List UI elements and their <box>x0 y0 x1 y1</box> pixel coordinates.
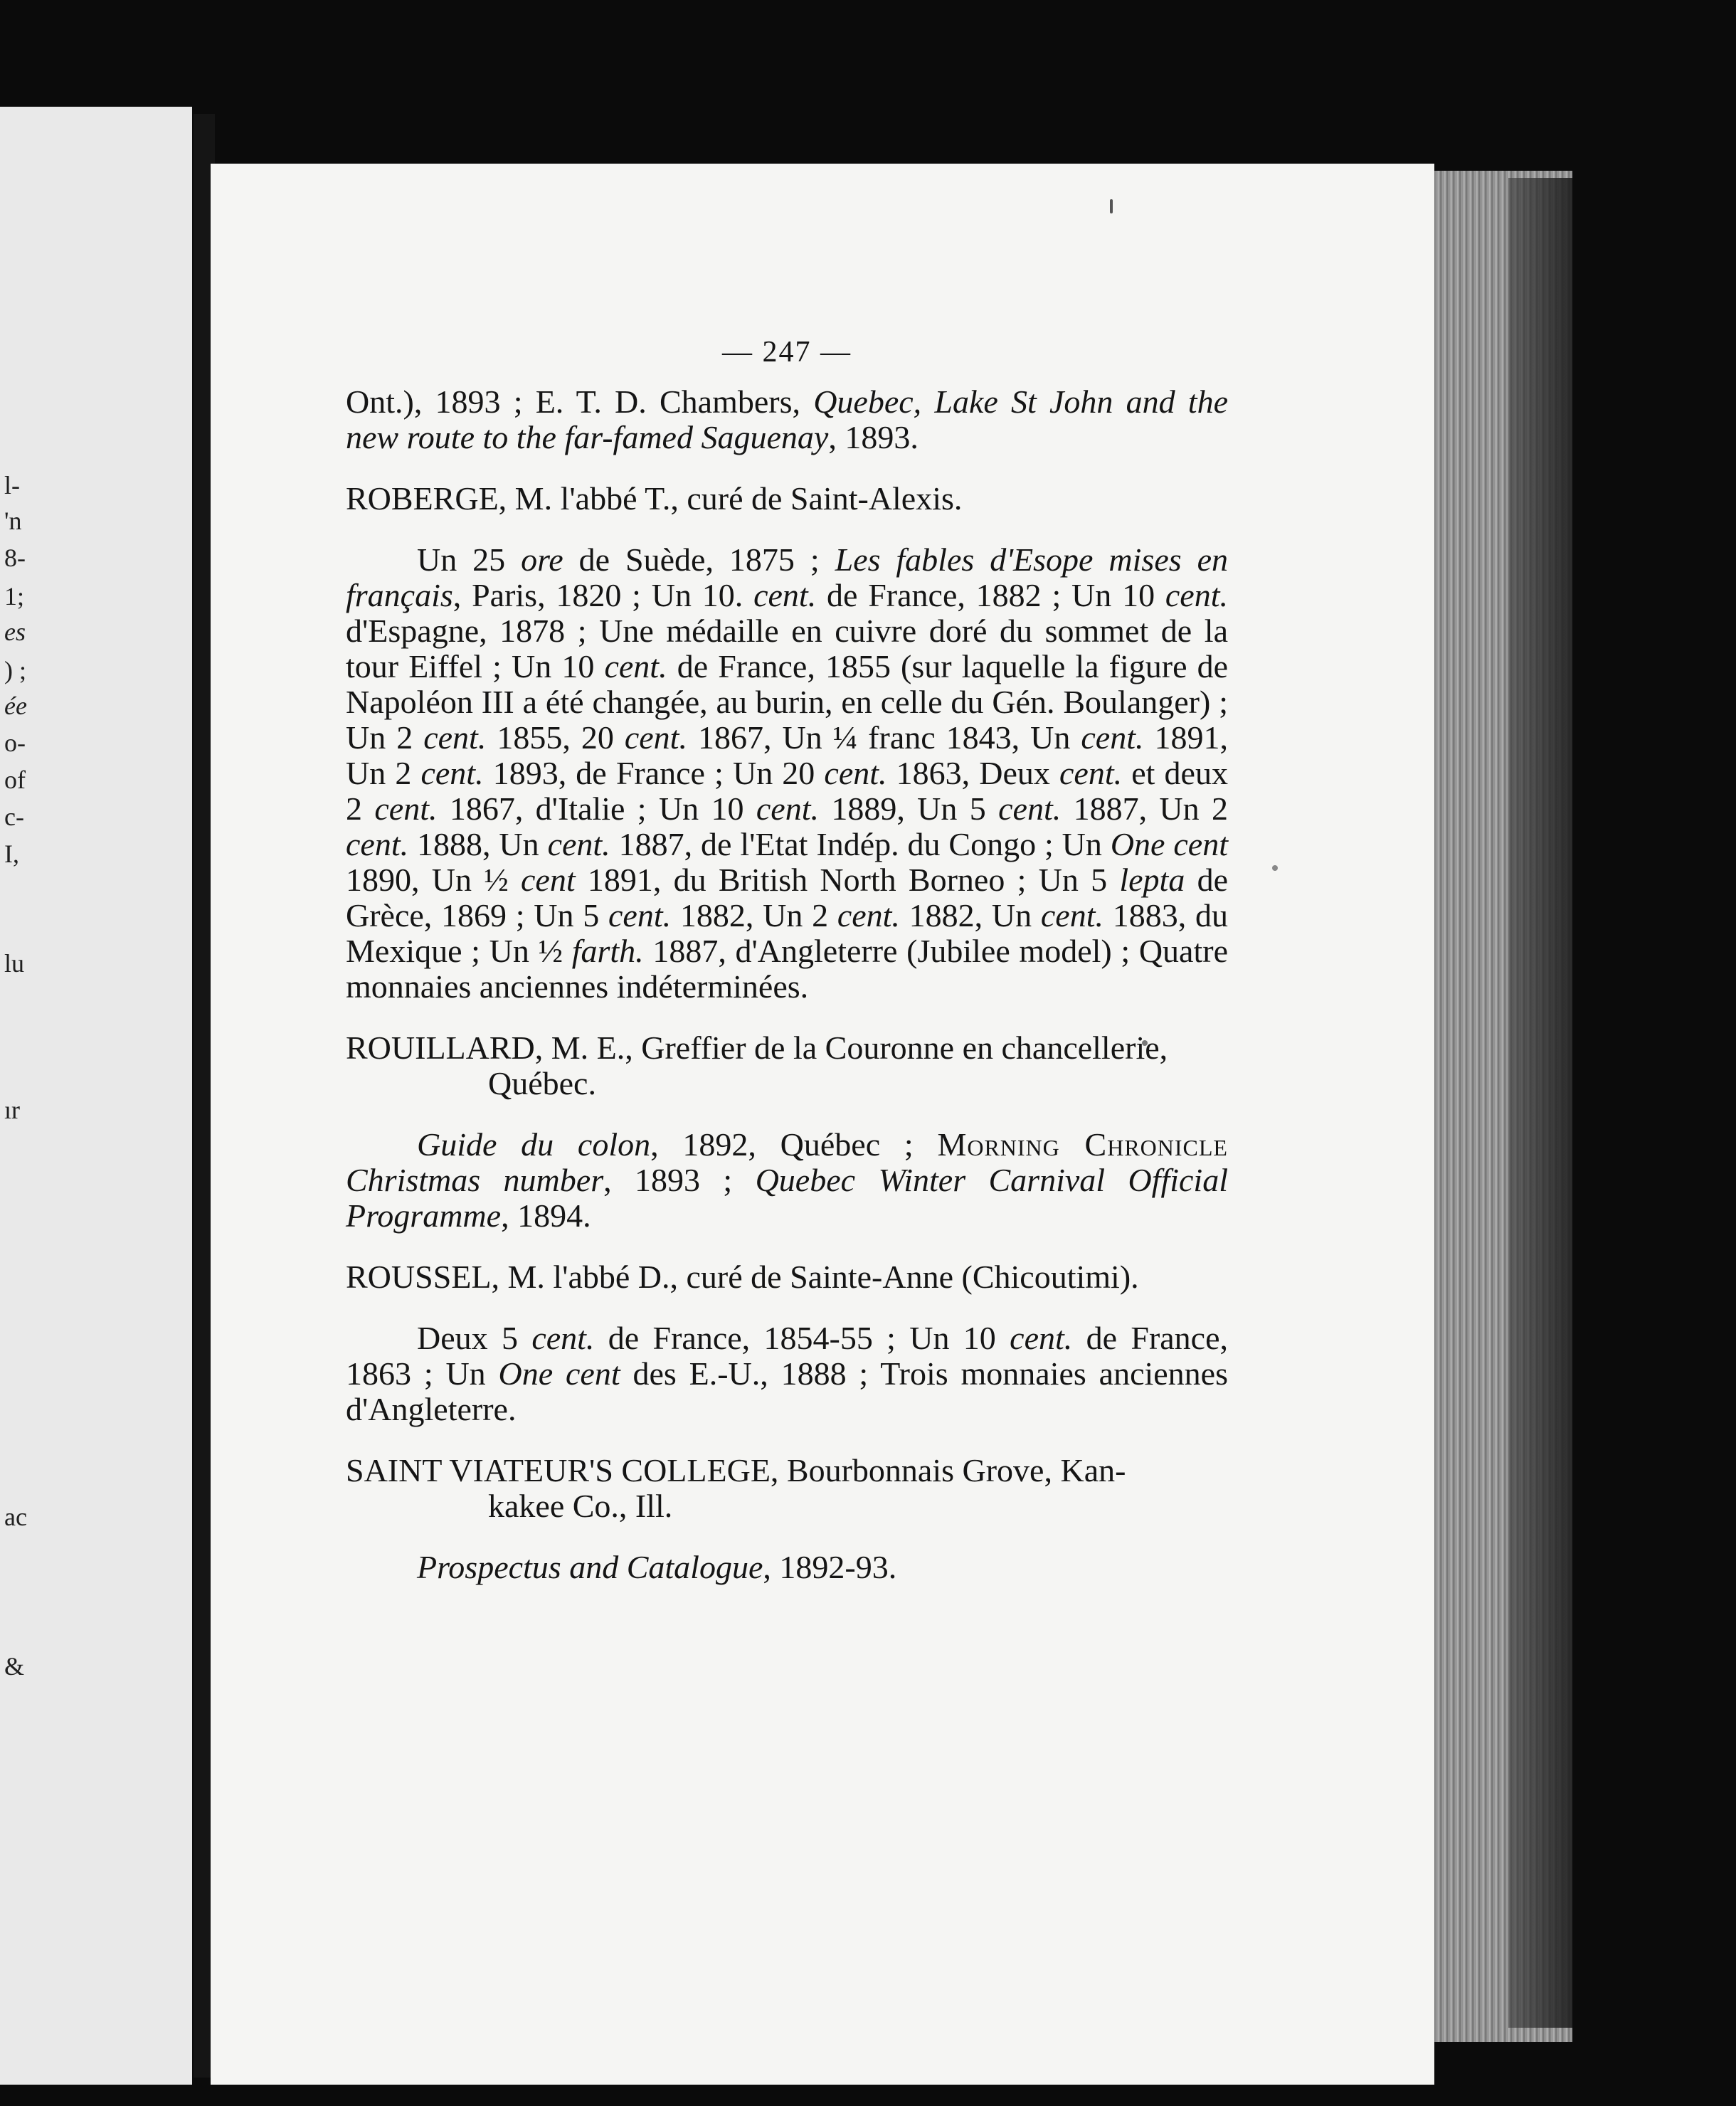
text-run: cent. <box>753 577 817 613</box>
left-page-text: 'n <box>4 507 22 535</box>
page-text-block <box>346 334 1228 1611</box>
entry-heading-rouillard <box>346 1030 1228 1101</box>
text-run: cent. <box>423 719 487 756</box>
left-page-text: ac <box>4 1503 27 1531</box>
text-run: Ont.), 1893 ; E. T. D. Chambers, <box>346 383 814 420</box>
text-run: cent. <box>1010 1320 1073 1356</box>
text-run: 1867, Un <box>687 719 833 756</box>
text-run: lepta <box>1119 862 1185 898</box>
text-run: One cent <box>498 1355 620 1392</box>
text-run: ore <box>521 541 563 578</box>
text-run: 1888, Un <box>408 826 548 862</box>
left-page-text: ır <box>4 1096 20 1124</box>
text-run: 1867, d'Italie ; Un 10 <box>437 790 756 827</box>
text-run: de France, 1855 (sur laquelle la figure de Napoléon III a été changée, au burin, en celle du Gén. Boulanger) ; Un 2 <box>346 648 1229 756</box>
text-run <box>563 933 572 969</box>
page-edges-shadow <box>1508 178 1572 2028</box>
entry-body-roberge <box>346 542 1228 1005</box>
left-page-text: es <box>4 618 26 646</box>
page-number: — 247 — <box>722 336 852 369</box>
dust-speck <box>1272 865 1278 871</box>
text-run: Christmas number <box>346 1162 604 1198</box>
left-page-text: c- <box>4 803 24 831</box>
newspaper-title: Morning Chronicle <box>937 1126 1228 1163</box>
text-run: 1887, de l'Etat Indép. du Congo ; Un <box>610 826 1111 862</box>
text-run: de France, 1863 ; Un <box>346 1320 1229 1392</box>
text-run: cent. <box>531 1320 595 1356</box>
text-run: de Suède, 1875 ; <box>563 541 835 578</box>
entry-heading-roberge: ROBERGE, M. l'abbé T., curé de Saint-Alexis. <box>346 480 963 517</box>
text-run: cent. <box>824 755 887 791</box>
text-run: cent. <box>547 826 610 862</box>
text-run: cent. <box>1040 897 1104 933</box>
text-run: cent. <box>604 648 667 684</box>
entry-heading-roussel: ROUSSEL, M. l'abbé D., curé de Sainte-Anne (Chicoutimi). <box>346 1259 1139 1295</box>
text-run: d'Espagne, 1878 ; Une médaille en cuivre doré du sommet de la tour Eiffel ; Un 10 <box>346 613 1228 684</box>
text-run: cent. <box>998 790 1062 827</box>
text-run: franc 1843, Un <box>857 719 1081 756</box>
text-run: cent. <box>608 897 672 933</box>
text-run: cent. <box>346 826 409 862</box>
text-run: , 1892, Québec ; <box>650 1126 938 1163</box>
entry-body-roussel <box>346 1321 1228 1427</box>
continuation-paragraph <box>346 384 1228 455</box>
text-run: 1883, du Mexique ; Un <box>346 897 1228 969</box>
left-page-text: of <box>4 766 26 794</box>
text-run: One cent <box>1110 826 1228 862</box>
text-run: 1863, Deux <box>886 755 1060 791</box>
text-run: 1887, Un 2 <box>1061 790 1228 827</box>
text-run: cent. <box>1081 719 1144 756</box>
text-run: , 1893 ; <box>603 1162 756 1198</box>
text-run: kakee Co., Ill. <box>488 1488 673 1524</box>
text-run: de France, 1854-55 ; Un 10 <box>594 1320 1010 1356</box>
text-run: 1891, du British North Borneo ; Un 5 <box>575 862 1120 898</box>
text-run: cent. <box>756 790 819 827</box>
left-page-text: & <box>4 1652 25 1681</box>
text-run: 1891, Un 2 <box>346 719 1228 791</box>
left-page-text: 8- <box>4 544 26 572</box>
text-run: et deux 2 <box>346 755 1228 827</box>
text-run: 1882, Un 2 <box>671 897 837 933</box>
entry-body-saint-viateur <box>346 1550 1228 1585</box>
text-run: cent. <box>1165 577 1228 613</box>
left-page-text: I, <box>4 840 19 868</box>
entry-body-rouillard <box>346 1127 1228 1234</box>
book-title: Les fables d'Esope mises en français <box>346 541 1228 613</box>
text-run: farth. <box>571 933 644 969</box>
text-run: Un 25 <box>417 541 522 578</box>
text-run: 1887, d'Angleterre (Jubilee model) ; Quatre monnaies anciennes indéterminées. <box>346 933 1228 1005</box>
left-page-text: ) ; <box>4 656 26 684</box>
text-run: Deux 5 <box>417 1320 532 1356</box>
left-page <box>0 107 192 2085</box>
dust-speck <box>1110 199 1113 213</box>
book-title: Prospectus and Catalogue <box>417 1549 763 1585</box>
fraction: ½ <box>538 933 563 969</box>
left-page-text: o- <box>4 729 26 757</box>
text-run: des E.-U., 1888 ; Trois monnaies anciennes d'Angleterre. <box>346 1355 1228 1427</box>
text-run: 1893, de France ; Un 20 <box>483 755 825 791</box>
text-run: de France, 1882 ; Un 10 <box>816 577 1165 613</box>
text-run: 1882, Un <box>899 897 1041 933</box>
text-run: Québec. <box>488 1065 596 1101</box>
text-run: , 1893. <box>828 419 919 455</box>
left-page-text: 1; <box>4 582 25 610</box>
text-run: SAINT VIATEUR'S COLLEGE, Bourbonnais Grove, Kan- <box>346 1452 1126 1488</box>
text-run: cent. <box>624 719 687 756</box>
text-run: cent. <box>837 897 900 933</box>
entry-heading-saint-viateur <box>346 1453 1228 1524</box>
text-run: cent <box>520 862 576 898</box>
left-page-text: ée <box>4 692 27 720</box>
left-page-text: l- <box>4 471 20 499</box>
text-run: 1890, Un <box>346 862 485 898</box>
text-run <box>509 862 521 898</box>
text-run: cent. <box>420 755 484 791</box>
book-title: Quebec Winter Carnival Official Programme <box>346 1162 1228 1234</box>
text-run: , 1894. <box>501 1197 591 1234</box>
text-run: ROUILLARD, M. E., Greffier de la Couronne en chancellerie, <box>346 1030 1168 1066</box>
text-run: cent. <box>1059 755 1123 791</box>
book-title: Guide du colon <box>417 1126 651 1163</box>
text-run: de Grèce, 1869 ; Un 5 <box>346 862 1228 933</box>
text-run: cent. <box>374 790 438 827</box>
text-run: 1889, Un 5 <box>818 790 999 827</box>
text-run: 1855, 20 <box>486 719 625 756</box>
fraction: ½ <box>484 862 509 898</box>
text-run: , Paris, 1820 ; Un 10. <box>452 577 754 613</box>
fraction: ¼ <box>832 719 858 756</box>
left-page-text: lu <box>4 949 25 978</box>
text-run: , 1892-93. <box>763 1549 897 1585</box>
book-title: Quebec, Lake St John and the new route to the far-famed Saguenay <box>346 383 1228 455</box>
